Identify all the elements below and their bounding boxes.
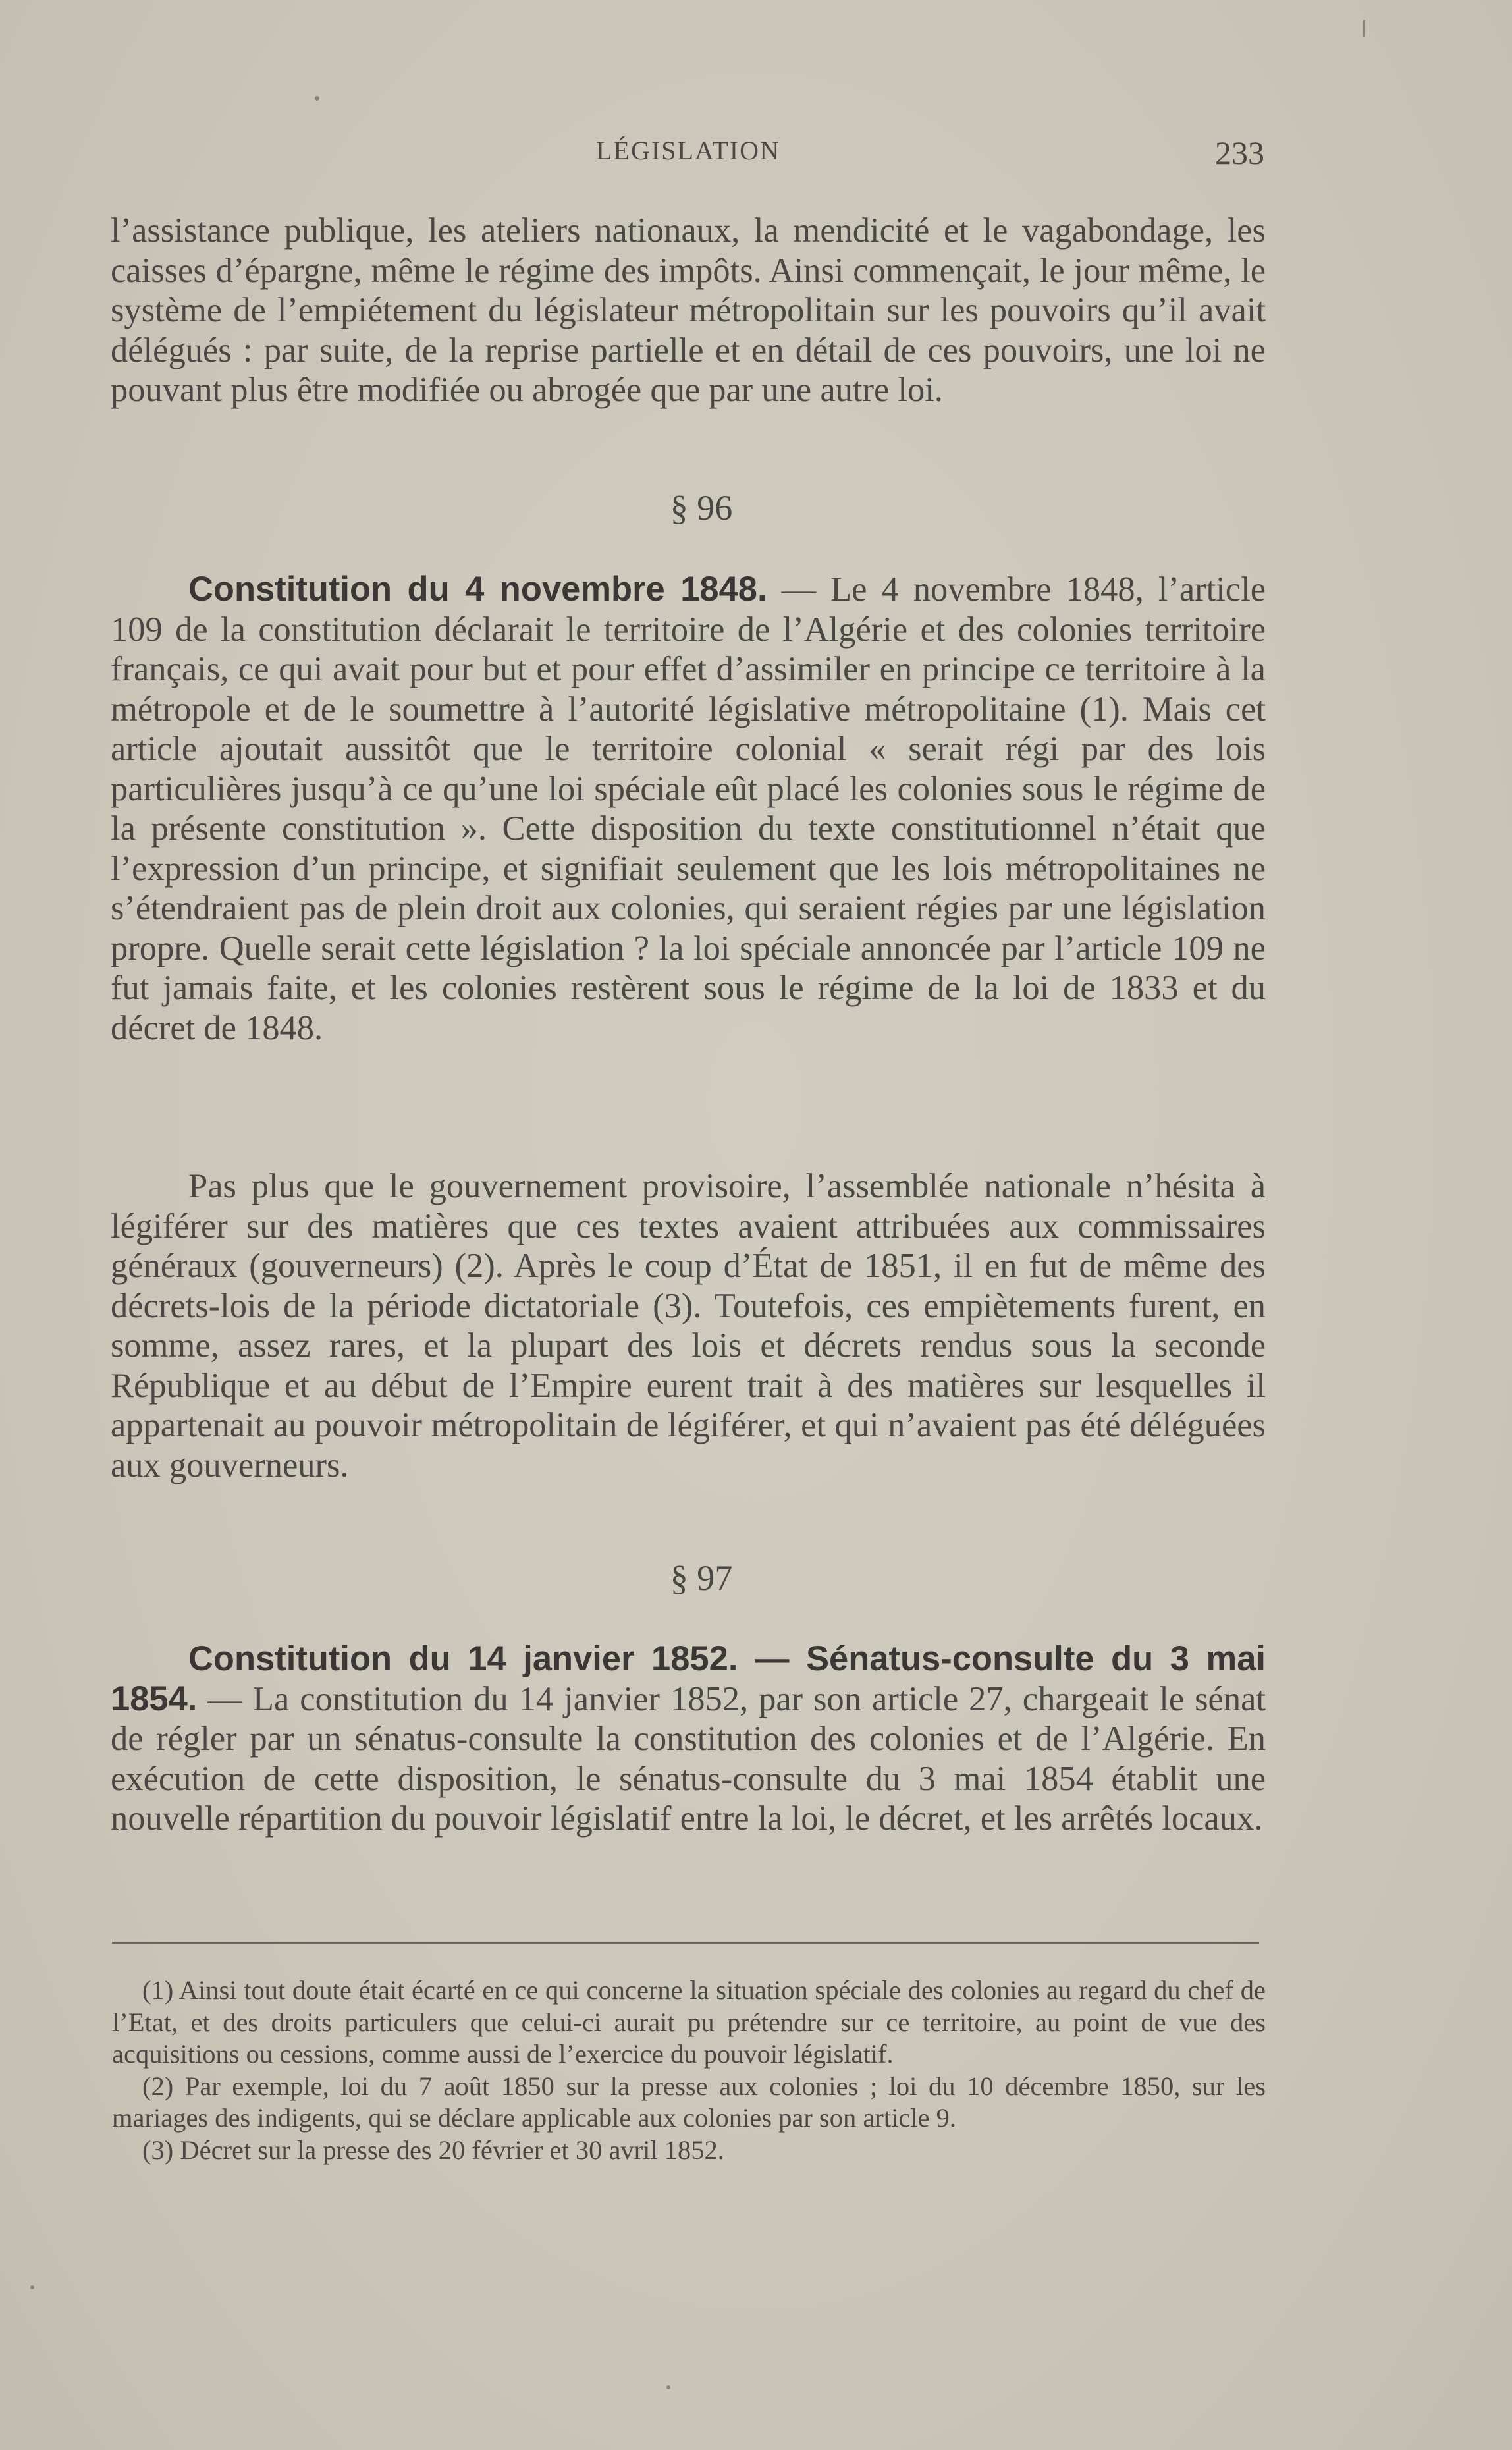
- running-title: LÉGISLATION: [596, 136, 780, 165]
- paragraph-title: Constitution du 14 janvier 1852. — Sénatus-consulte du 3 mai 1854.: [111, 1639, 1266, 1718]
- paragraph-constitution-1852: [111, 1639, 1266, 1839]
- footnote-1: (1) Ainsi tout doute était écarté en ce qui concerne la situation spéciale des colonies au regard du chef de l’Etat, et des droits particulers que celui-ci aurait pu prétendre sur ce territoire, au point de vue des acquisitions ou cessions, comme aussi de l’exercice du pouvoir législatif.: [112, 1975, 1266, 2069]
- paragraph-continuation: l’assistance publique, les ateliers nationaux, la mendicité et le vagabondage, les caisses d’épargne, même le régime des impôts. Ainsi commençait, le jour même, le système de l’empiétement du législateur métropolitain sur les pouvoirs qu’il avait délégués : par suite, de la reprise partielle et en détail de ces pouvoirs, une loi ne pouvant plus être modifiée ou abrogée que par une autre loi.: [111, 211, 1266, 409]
- paper-speck: [1363, 20, 1365, 37]
- paper-speck: [666, 2385, 670, 2389]
- paragraph-assemblee-nationale: Pas plus que le gouvernement provisoire, l’assemblée nationale n’hésita à légiférer sur des matières que ces textes avaient attribuées aux commissaires généraux (gouverneurs) (2). Après le coup d’État de 1851, il en fut de même des décrets-lois de la période dictatoriale (3). Toutefois, ces empiètements furent, en somme, assez rares, et la plupart des lois et décrets rendus sous la seconde République et au début de l’Empire eurent trait à des matières sur lesquelles il appartenait au pouvoir métropolitain de légiférer, et qui n’avaient pas été déléguées aux gouverneurs.: [111, 1167, 1266, 1484]
- paragraph-title: Constitution du 4 novembre 1848.: [188, 570, 767, 609]
- paragraph-constitution-1848: [111, 570, 1266, 1048]
- section-heading-96: § 96: [670, 488, 733, 528]
- footnotes: [112, 1974, 1266, 2166]
- page-header: [112, 135, 1264, 175]
- paper-speck: [315, 96, 319, 101]
- paragraph-text: — La constitution du 14 janvier 1852, par son article 27, chargeait le sénat de régler par un sénatus-consulte la constitution des colonies et de l’Algérie. En exécution de cette disposition, le sénatus-consulte du 3 mai 1854 établit une nouvelle répartition du pouvoir législatif entre la loi, le décret, et les arrêtés locaux.: [111, 1679, 1266, 1838]
- footnote-divider: [112, 1942, 1259, 1944]
- paper-speck: [30, 2285, 34, 2289]
- page-number: 233: [1215, 134, 1264, 171]
- section-heading-97: § 97: [670, 1558, 733, 1598]
- footnote-3: (3) Décret sur la presse des 20 février et 30 avril 1852.: [142, 2135, 724, 2165]
- footnote-2: (2) Par exemple, loi du 7 août 1850 sur la presse aux colonies ; loi du 10 décembre 1850, sur les mariages des indigents, qui se déclare applicable aux colonies par son article 9.: [112, 2071, 1266, 2133]
- paragraph-text: — Le 4 novembre 1848, l’article 109 de la constitution déclarait le territoire de l’Algérie et des colonies territoire français, ce qui avait pour but et pour effet d’assimiler en principe ce territoire à la métropole et de le soumettre à l’autorité législative métropolitaine (1). Mais cet article ajoutait aussitôt que le territoire colonial « serait régi par des lois particulières jusqu’à ce qu’une loi spéciale eût placé les colonies sous le régime de la présente constitution ». Cette disposition du texte constitutionnel n’était que l’expression d’un principe, et signifiait seulement que les lois métropolitaines ne s’étendraient pas de plein droit aux colonies, qui seraient régies par une législation propre. Quelle serait cette législation ? la loi spéciale annoncée par l’article 109 ne fut jamais faite, et les colonies restèrent sous le régime de la loi de 1833 et du décret de 1848.: [111, 570, 1266, 1047]
